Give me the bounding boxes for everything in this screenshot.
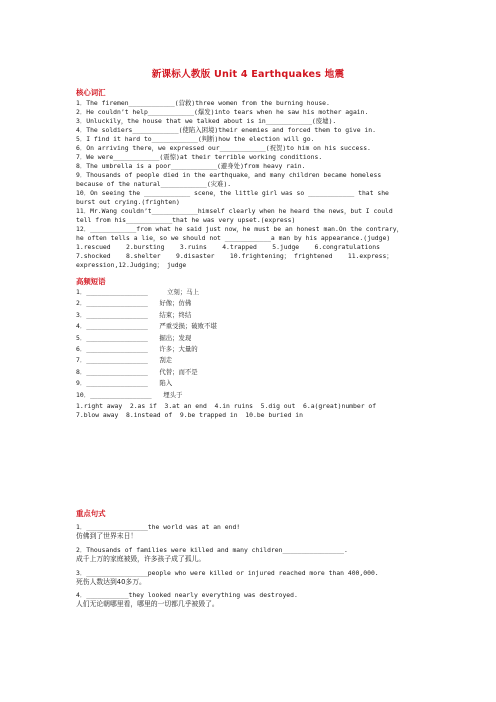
phrases-heading: 高频短语 — [76, 277, 106, 286]
sentence-english: 2．Thousands of families were killed and many children________________. — [76, 545, 348, 554]
phrase-line: 10．________________ 埋头于 — [76, 390, 183, 399]
phrase-line: 7．________________ 刮走 — [76, 356, 173, 365]
vocab-line: 11．Mr.Wang couldn’t____________himself clearly when he heard the news，but I could — [76, 207, 393, 215]
phrase-answer-line: 1.right away 2.as if 3.at an end 4.in ruins 5.dig out 6.a(great)number of — [76, 401, 377, 410]
phrase-answer-line: 7.blow away 8.instead of 9.be trapped in 10.be buried in — [76, 410, 304, 419]
vocab-answer-line: 1.rescued 2.bursting 3.ruins 4.trapped 5.judge 6.congratulations — [76, 243, 380, 251]
page-title: 新课标人教版 Unit 4 Earthquakes 地震 — [151, 69, 345, 80]
phrase-line: 1．________________ 立刻；马上 — [76, 288, 199, 296]
vocab-line: burst out crying.(frighten) — [76, 198, 180, 206]
vocab-line: 5．I find it hard to____________(判断)how the election will go. — [76, 135, 315, 143]
phrase-line: 6．________________ 许多；大量的 — [76, 344, 198, 353]
sentence-chinese: 成千上万的家庭被毁，许多孩子成了孤儿。 — [76, 554, 206, 563]
phrase-line: 8．________________ 代替；而不是 — [76, 367, 198, 376]
vocab-line: because of the natural____________(灾难). — [76, 180, 232, 188]
sentences-list — [76, 522, 422, 610]
phrase-line: 3．________________ 结束；终结 — [76, 310, 192, 319]
sentence-english: 1．________________the world was at an end! — [76, 523, 241, 531]
sentence-english: 4．___________they looked nearly everything was destroyed. — [76, 591, 298, 600]
vocab-line: 6．On arriving there，we expressed our____________(祝贺)to him on his success. — [76, 144, 371, 152]
phrase-line: 5．________________ 掘出；发现 — [76, 333, 192, 342]
vocab-line: 12．____________from what he said just now，he must be an honest man.On the contrary， — [76, 225, 403, 233]
vocab-list — [76, 99, 422, 270]
vocab-line: 2．He couldn’t help____________(爆发)into tears when he saw his mother again. — [76, 108, 369, 116]
phrase-line: 2．________________ 好像；仿佛 — [76, 299, 192, 308]
vocab-line: 10．On seeing the ____________ scene，the little girl was so ____________ that she — [76, 189, 389, 197]
vocab-line: 8．The umbrella is a poor____________(避身处)from heavy rain. — [76, 162, 306, 170]
phrase-line: 9．________________ 陷入 — [76, 379, 173, 388]
vocab-line: 4．The soldiers____________(使陷入困境)their enemies and forced them to give in. — [76, 126, 376, 134]
sentence-chinese: 仿佛到了世界末日！ — [76, 532, 138, 540]
phrase-line: 4．________________ 严重受损；破败不堪 — [76, 322, 217, 331]
vocab-line: 1．The firemen____________(营救)three women from the burning house. — [76, 99, 330, 107]
vocab-answer-line: 7.shocked 8.shelter 9.disaster 10.frightening； frightened 11.express； — [76, 252, 393, 260]
vocab-line: he often tells a lie，so we should not ____________a man by his appearance.(judge) — [76, 234, 391, 242]
sentences-heading: 重点句式 — [76, 509, 106, 518]
vocab-answer-line: expression,12.Judging； judge — [76, 261, 187, 269]
vocab-line: 9．Thousands of people died in the earthquake，and many children became homeless — [76, 171, 382, 179]
vocab-heading: 核心词汇 — [76, 88, 106, 97]
sentence-chinese: 人们无论朝哪里看，哪里的一切都几乎被毁了。 — [76, 600, 219, 609]
vocab-line: 7．We were____________(震惊)at their terrible working conditions. — [76, 153, 323, 161]
sentence-chinese: 死伤人数达到40多万。 — [76, 577, 146, 586]
sentence-english: 3．________________people who were killed or injured reached more than 400,000. — [76, 568, 379, 577]
vocab-line: 3．Unluckily，the house that we talked about is in____________(废墟). — [76, 117, 337, 125]
phrases-list — [76, 288, 422, 420]
vocab-line: tell from his____________that he was very upset.(express) — [76, 216, 296, 224]
